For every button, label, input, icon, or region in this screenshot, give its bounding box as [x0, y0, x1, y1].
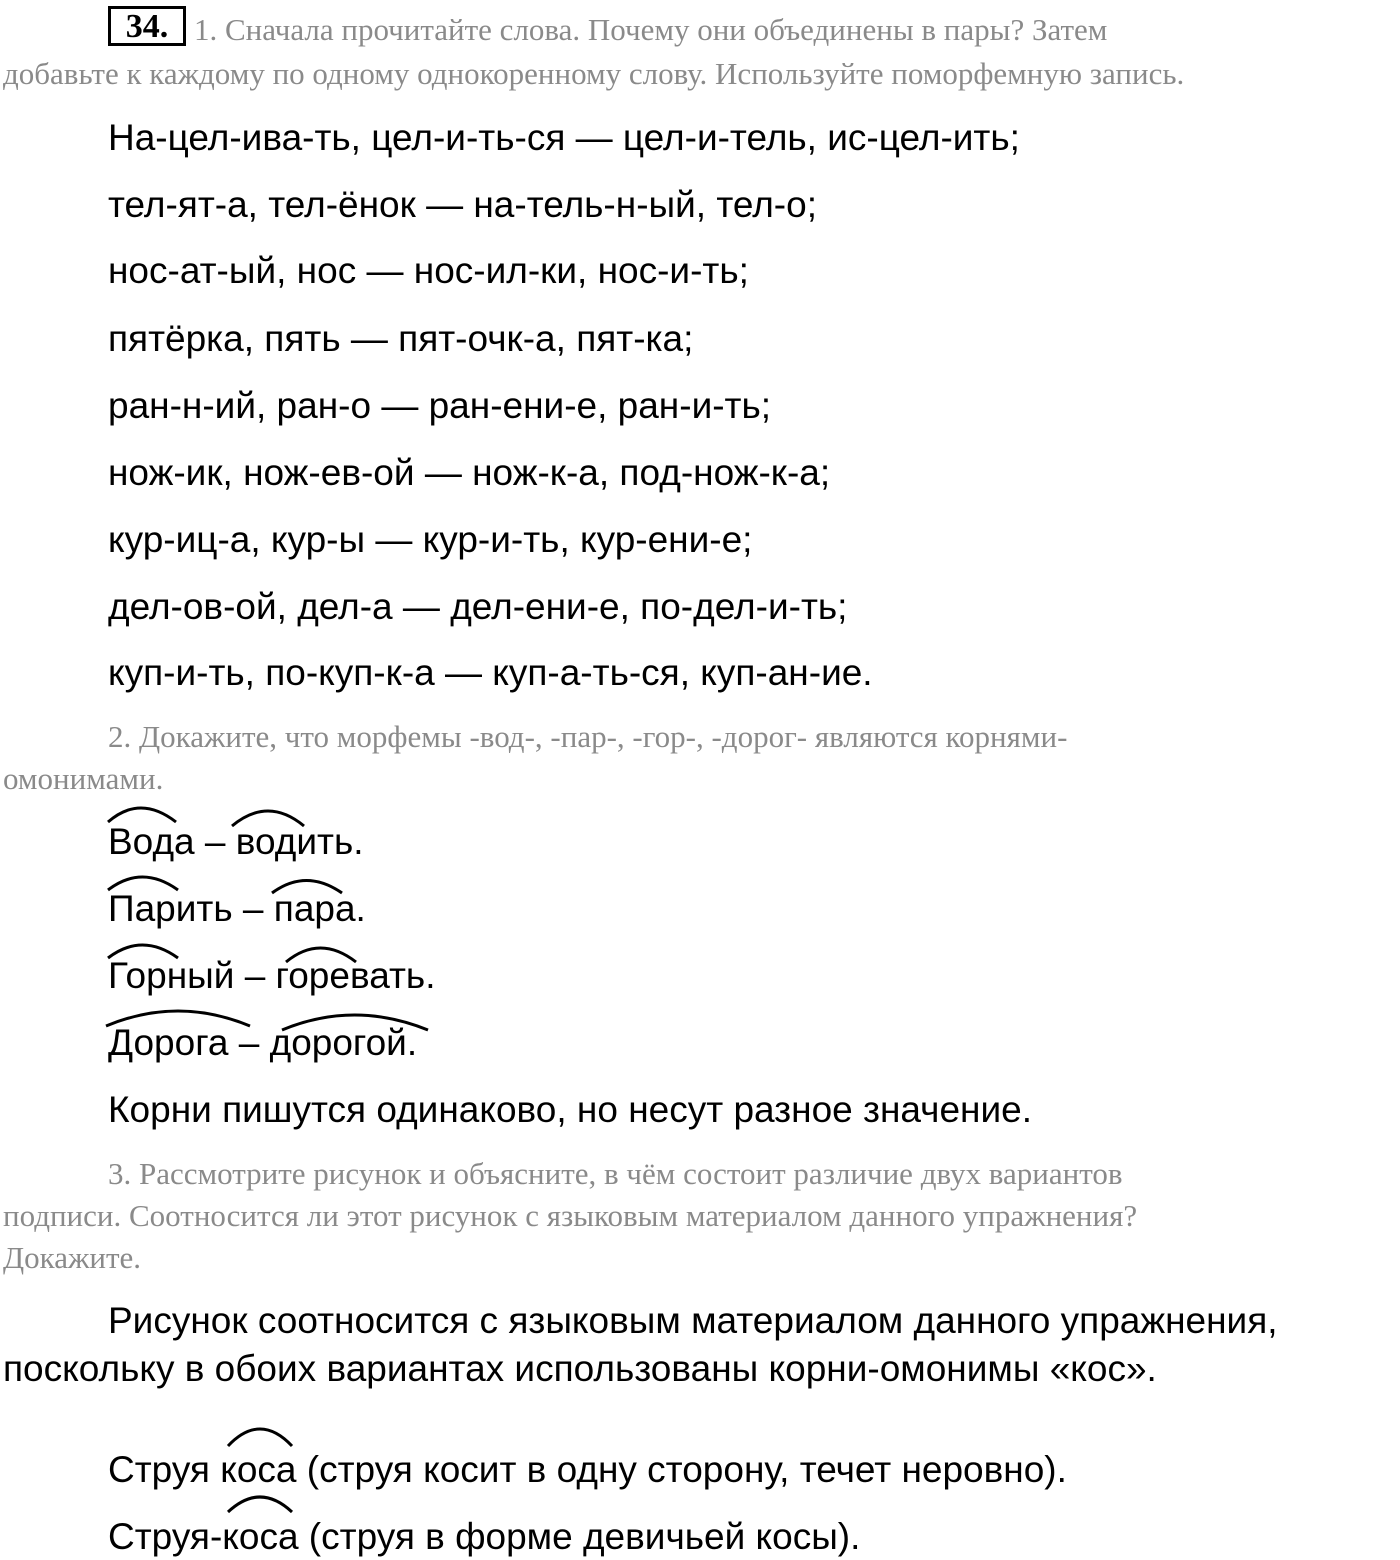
task-3-line-1: 3. Рассмотрите рисунок и объясните, в чём состоит различие двух вариантов	[108, 1156, 1123, 1191]
root-arc-icon	[228, 1497, 292, 1512]
answer-1-line: нос-ат-ый, нос — нос-ил-ки, нос-и-ть;	[108, 250, 749, 291]
answer-1-line: дел-ов-ой, дел-а — дел-ени-е, по-дел-и-ть;	[108, 586, 848, 627]
answer-3-line-1: Рисунок соотносится с языковым материалом данного упражнения,	[108, 1300, 1278, 1341]
task-2-line-1: 2. Докажите, что морфемы -вод-, -пар-, -гор-, -дорог- являются корнями-	[108, 719, 1068, 754]
answer-2-line: Парить – пара.	[108, 888, 366, 929]
answer-2-conclusion: Корни пишутся одинаково, но несут разное значение.	[108, 1089, 1032, 1130]
answer-2-line: Горный – горевать.	[108, 955, 436, 996]
answer-3-example: Струя коса (струя косит в одну сторону, течет неровно).	[108, 1449, 1067, 1490]
answer-1-line: нож-ик, нож-ев-ой — нож-к-а, под-нож-к-а;	[108, 452, 831, 493]
answer-1-line: На-цел-ива-ть, цел-и-ть-ся — цел-и-тель, ис-цел-ить;	[108, 117, 1020, 158]
answer-1-line: куп-и-ть, по-куп-к-а — куп-а-ть-ся, куп-ан-ие.	[108, 652, 873, 693]
task-1-line-1: 1. Сначала прочитайте слова. Почему они объединены в пары? Затем	[194, 12, 1108, 47]
task-2-line-2: омонимами.	[3, 761, 164, 796]
answer-1-line: ран-н-ий, ран-о — ран-ени-е, ран-и-ть;	[108, 385, 772, 426]
answer-2-line: Вода – водить.	[108, 821, 364, 862]
answer-1-line: тел-ят-а, тел-ёнок — на-тель-н-ый, тел-о;	[108, 184, 817, 225]
answer-3-line-2: поскольку в обоих вариантах использованы корни-омонимы «кос».	[3, 1348, 1157, 1389]
task-1-line-2: добавьте к каждому по одному однокоренному слову. Используйте поморфемную запись.	[3, 56, 1185, 91]
answer-1-line: пятёрка, пять — пят-очк-а, пят-ка;	[108, 318, 694, 359]
exercise-number-box: 34.	[108, 6, 186, 46]
answer-2-line: Дорога – дорогой.	[108, 1022, 418, 1063]
root-arc-icon	[228, 1429, 292, 1446]
task-3-line-3: Докажите.	[3, 1240, 142, 1275]
task-3-line-2: подписи. Соотносится ли этот рисунок с языковым материалом данного упражнения?	[3, 1198, 1138, 1233]
answer-3-example: Струя-коса (струя в форме девичьей косы).	[108, 1516, 861, 1557]
answer-1-line: кур-иц-а, кур-ы — кур-и-ть, кур-ени-е;	[108, 519, 753, 560]
